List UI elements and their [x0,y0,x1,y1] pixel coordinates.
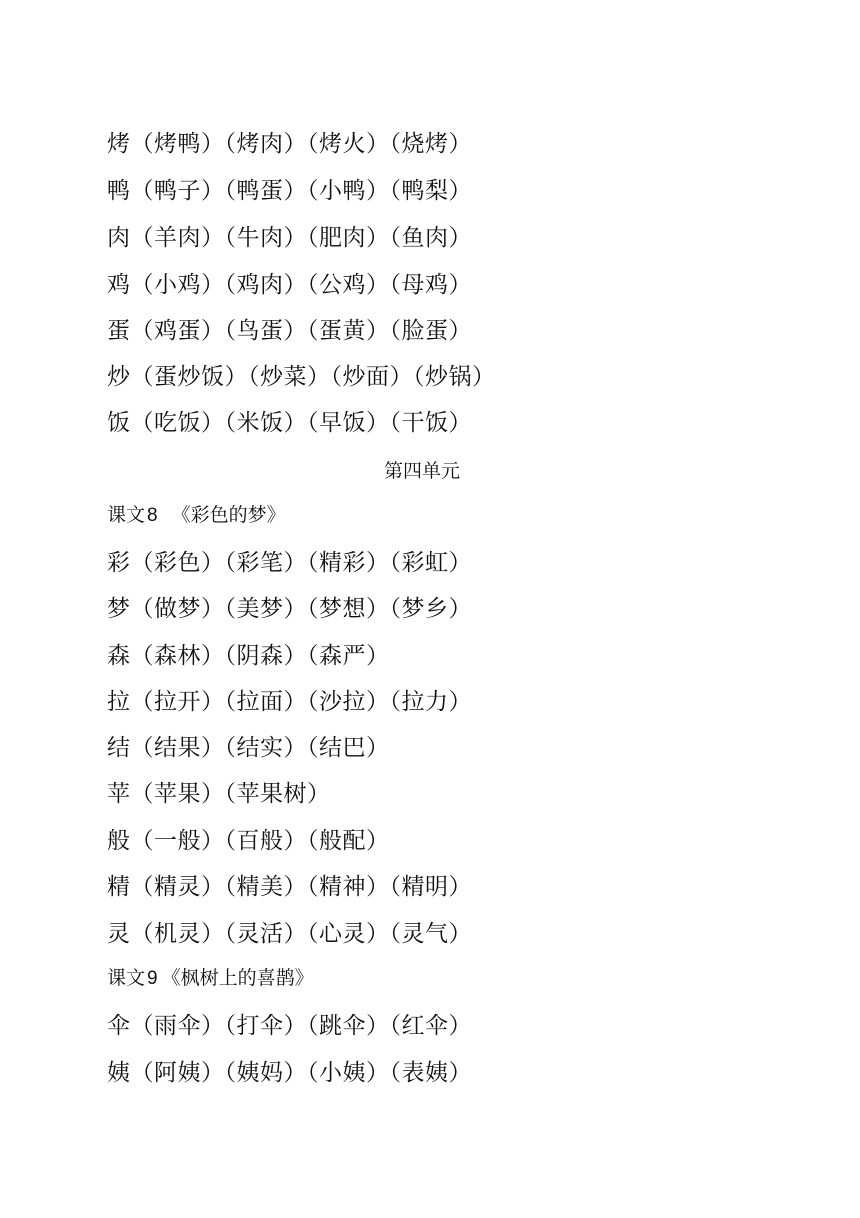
word-row: 般（一般）（百般）（般配） [107,828,390,854]
word-row: 拉（拉开）（拉面）（沙拉）（拉力） [107,689,472,715]
word-row: 肉（羊肉）（牛肉）（肥肉）（鱼肉） [107,225,472,251]
word-row: 苹（苹果）（苹果树） [107,781,331,807]
lesson-heading-8 [107,502,286,529]
lesson-heading-9 [107,965,314,992]
word-row: 精（精灵）（精美）（精神）（精明） [107,874,472,900]
word-row: 结（结果）（结实）（结巴） [107,735,390,761]
word-row: 伞（雨伞）（打伞）（跳伞）（红伞） [107,1013,472,1039]
lesson-title: 《枫树上的喜鹊》 [161,967,314,989]
lesson-prefix: 课文 [107,504,146,526]
word-row: 鸭（鸭子）（鸭蛋）（小鸭）（鸭梨） [107,178,472,204]
word-row: 鸡（小鸡）（鸡肉）（公鸡）（母鸡） [107,272,472,298]
unit-title: 第四单元 [384,460,461,482]
word-row: 炒（蛋炒饭）（炒菜）（炒面）（炒锅） [107,364,496,390]
word-row: 蛋（鸡蛋）（鸟蛋）（蛋黄）（脸蛋） [107,318,472,344]
word-row: 烤（烤鸭）（烤肉）（烤火）（烧烤） [107,131,472,157]
word-row: 森（森林）（阴森）（森严） [107,643,390,669]
word-row: 灵（机灵）（灵活）（心灵）（灵气） [107,921,472,947]
word-row: 姨（阿姨）（姨妈）（小姨）（表姨） [107,1060,472,1086]
lesson-title: 《彩色的梦》 [171,504,286,526]
lesson-prefix: 课文 [107,967,146,989]
word-row: 彩（彩色）（彩笔）（精彩）（彩虹） [107,550,472,576]
lesson-number: 9 [147,968,158,989]
word-row: 梦（做梦）（美梦）（梦想）（梦乡） [107,596,472,622]
word-row: 饭（吃饭）（米饭）（早饭）（干饭） [107,410,472,436]
lesson-number: 8 [147,505,158,526]
